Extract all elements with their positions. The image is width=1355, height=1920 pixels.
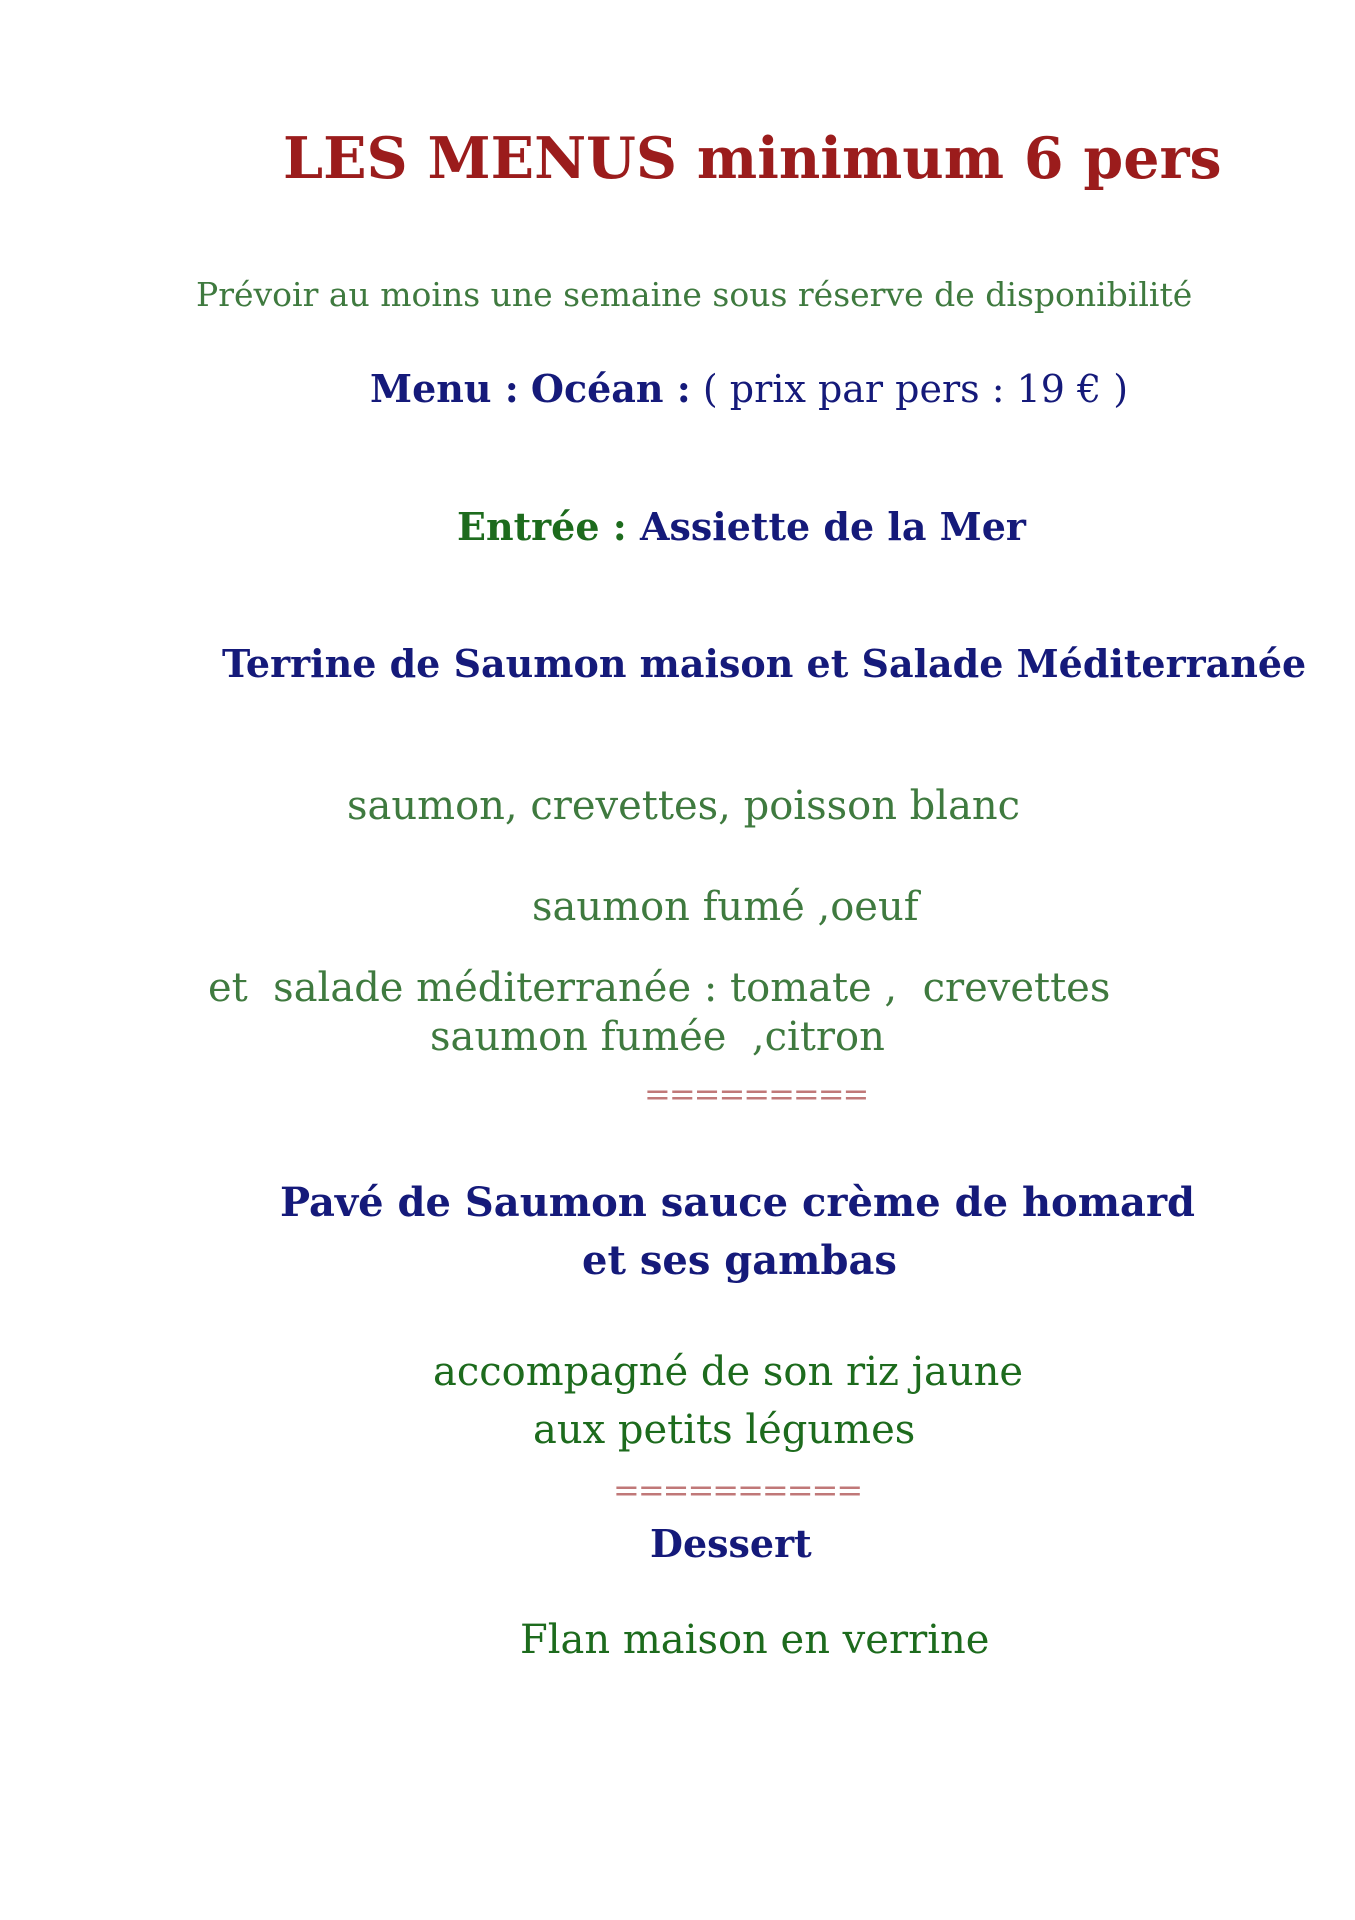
menu-heading <box>370 366 1129 411</box>
entree-label: Entrée : <box>457 504 627 549</box>
side-dish-line: aux petits légumes <box>533 1407 916 1453</box>
page-title: LES MENUS minimum 6 pers <box>283 125 1222 192</box>
ingredient-line: saumon fumée ,citron <box>430 1014 885 1060</box>
menu-name: Océan : <box>530 366 691 411</box>
ingredient-line: et salade méditerranée : tomate , crevettes <box>208 965 1111 1011</box>
entree-heading <box>457 504 1026 549</box>
ingredient-line: saumon, crevettes, poisson blanc <box>347 783 1021 829</box>
side-dish-line: accompagné de son riz jaune <box>433 1349 1024 1395</box>
ingredient-line: saumon fumé ,oeuf <box>532 884 919 930</box>
menu-price: ( prix par pers : 19 € ) <box>702 367 1129 411</box>
main-dish-line: et ses gambas <box>582 1237 897 1284</box>
entree-dish: Terrine de Saumon maison et Salade Méditerranée <box>222 641 1307 686</box>
dessert-name: Flan maison en verrine <box>520 1617 990 1663</box>
menu-label: Menu : <box>370 366 519 411</box>
entree-name: Assiette de la Mer <box>640 504 1026 549</box>
separator: ========== <box>613 1471 862 1509</box>
separator: ========= <box>644 1075 868 1113</box>
dessert-heading: Dessert <box>650 1521 812 1566</box>
availability-note: Prévoir au moins une semaine sous réserve de disponibilité <box>196 275 1193 314</box>
main-dish-line: Pavé de Saumon sauce crème de homard <box>280 1179 1195 1226</box>
